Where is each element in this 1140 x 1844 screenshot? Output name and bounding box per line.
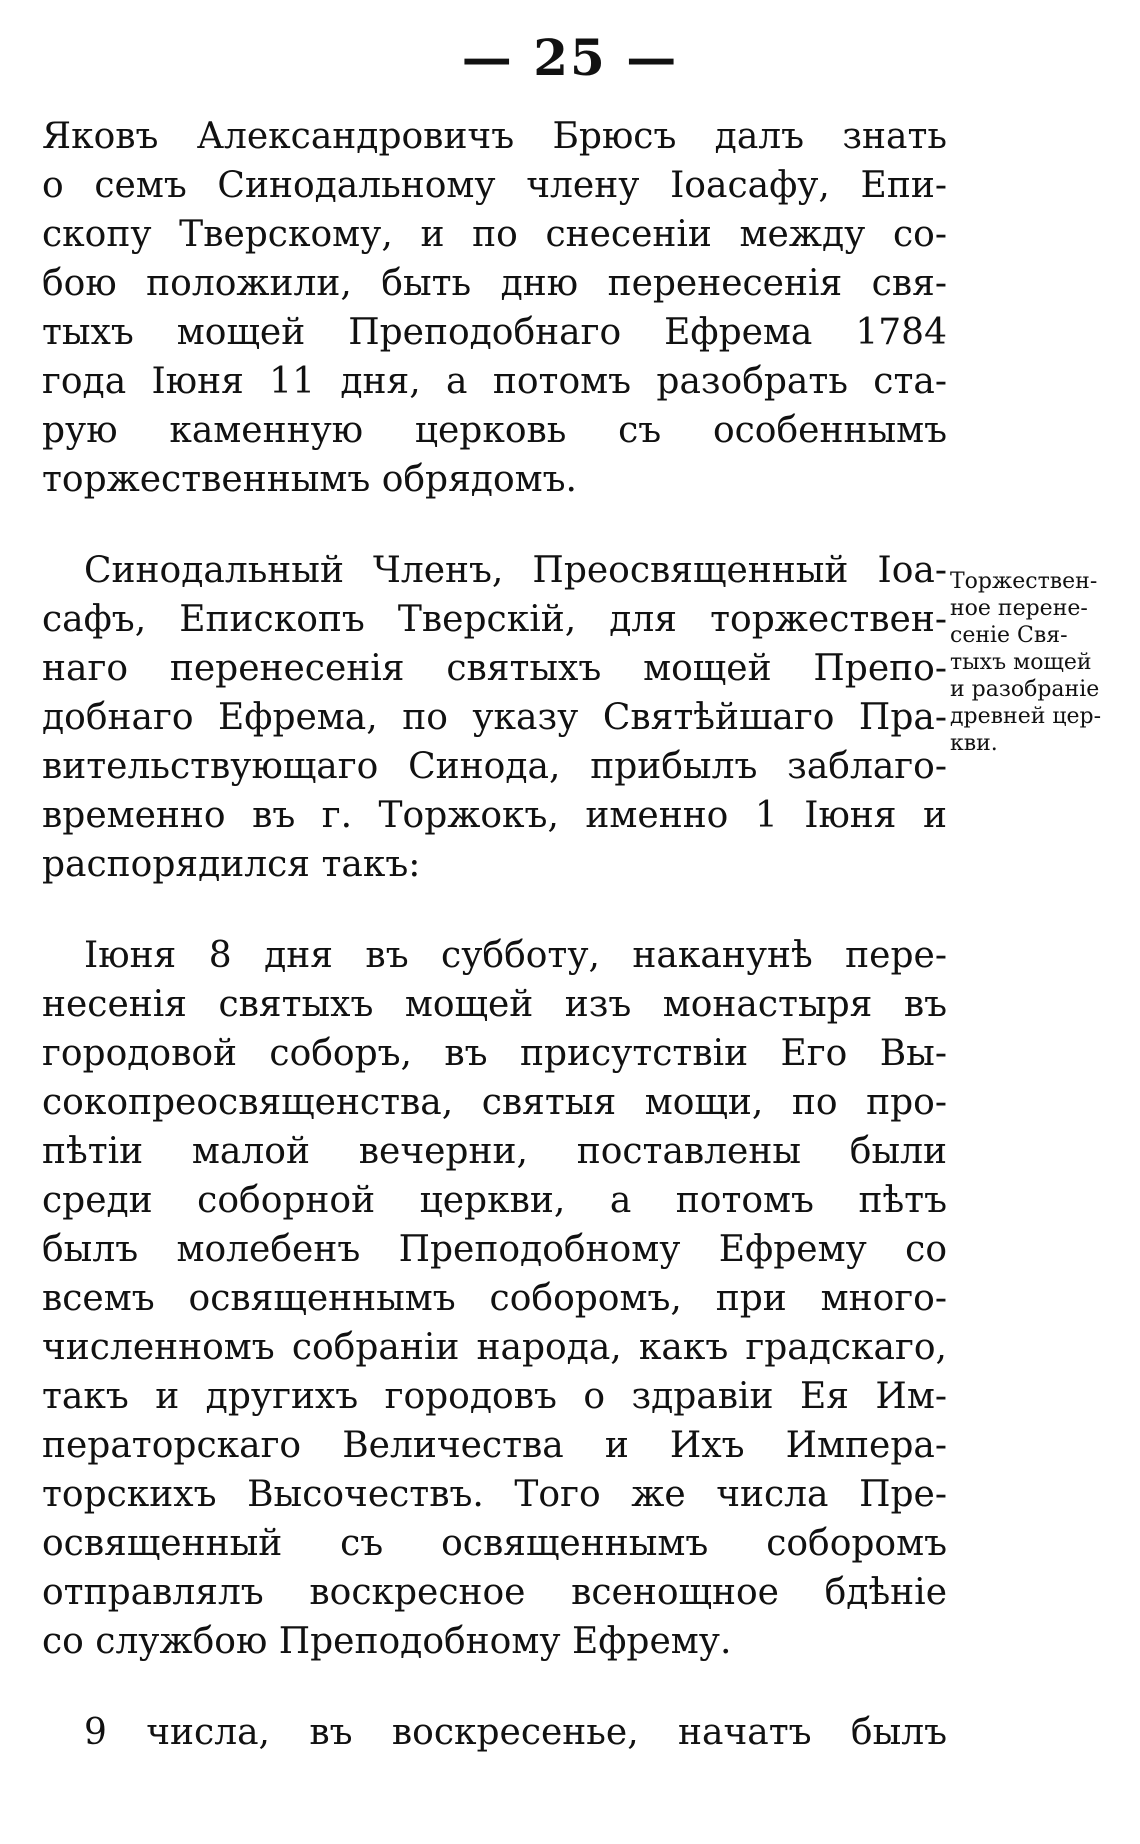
paragraph-1 — [42, 112, 947, 504]
marginal-note-line: кви. — [950, 731, 998, 756]
text-line: 9 числа, въ воскресенье, начатъ былъ — [84, 1712, 947, 1753]
text-line: ператорскаго Величества и Ихъ Импера- — [42, 1425, 947, 1466]
marginal-note-line: сеніе Свя- — [950, 623, 1068, 648]
text-line: добнаго Ефрема, по указу Святѣйшаго Пра- — [42, 697, 947, 738]
text-line: Яковъ Александровичъ Брюсъ далъ знать — [42, 116, 947, 157]
text-line: рую каменную церковь съ особеннымъ — [42, 410, 947, 451]
text-line: о семъ Синодальному члену Іоасафу, Епи- — [42, 165, 947, 206]
text-line: торжественнымъ обрядомъ. — [42, 459, 577, 500]
paragraph-3 — [42, 931, 947, 1666]
text-line: среди соборной церкви, а потомъ пѣтъ — [42, 1180, 947, 1221]
text-line: пѣтіи малой вечерни, поставлены были — [42, 1131, 947, 1172]
text-line: сафъ, Епископъ Тверскій, для торжествен- — [42, 599, 947, 640]
page-number: — 25 — — [461, 28, 679, 87]
text-line: былъ молебенъ Преподобному Ефрему со — [42, 1229, 947, 1270]
text-line: года Іюня 11 дня, а потомъ разобрать ста- — [42, 361, 947, 402]
text-line: Синодальный Членъ, Преосвященный Іоа- — [84, 550, 947, 591]
marginal-note-line: Торжествен- — [950, 569, 1098, 594]
marginal-note — [950, 568, 1138, 757]
text-line: Іюня 8 дня въ субботу, наканунѣ пере- — [84, 935, 947, 976]
text-line: всемъ освященнымъ соборомъ, при много- — [42, 1278, 947, 1319]
text-line: отправлялъ воскресное всенощное бдѣніе — [42, 1572, 947, 1613]
text-line: вительствующаго Синода, прибылъ заблаго- — [42, 746, 947, 787]
text-line: временно въ г. Торжокъ, именно 1 Іюня и — [42, 795, 947, 836]
text-line: распорядился такъ: — [42, 844, 421, 885]
text-line: численномъ собраніи народа, какъ градскаго, — [42, 1327, 947, 1368]
marginal-note-line: древней цер- — [950, 704, 1102, 729]
text-line: торскихъ Высочествъ. Того же числа Пре- — [42, 1474, 947, 1515]
paragraph-2 — [42, 546, 947, 889]
text-line: бою положили, быть дню перенесенія свя- — [42, 263, 947, 304]
main-text — [42, 112, 947, 1799]
text-line: несенія святыхъ мощей изъ монастыря въ — [42, 984, 947, 1025]
marginal-note-line: тыхъ мощей — [950, 650, 1092, 675]
marginal-note-line: и разобраніе — [950, 677, 1100, 702]
text-line: освященный съ освященнымъ соборомъ — [42, 1523, 947, 1564]
text-line: со службою Преподобному Ефрему. — [42, 1621, 732, 1662]
text-line: скопу Тверскому, и по снесеніи между со- — [42, 214, 947, 255]
paragraph-4 — [42, 1708, 947, 1757]
text-line: сокопреосвященства, святыя мощи, по про- — [42, 1082, 947, 1123]
text-line: городовой соборъ, въ присутствіи Его Вы- — [42, 1033, 947, 1074]
text-line: наго перенесенія святыхъ мощей Препо- — [42, 648, 947, 689]
text-line: тыхъ мощей Преподобнаго Ефрема 1784 — [42, 312, 947, 353]
text-line: такъ и другихъ городовъ о здравіи Ея Им- — [42, 1376, 947, 1417]
marginal-note-line: ное перене- — [950, 596, 1088, 621]
